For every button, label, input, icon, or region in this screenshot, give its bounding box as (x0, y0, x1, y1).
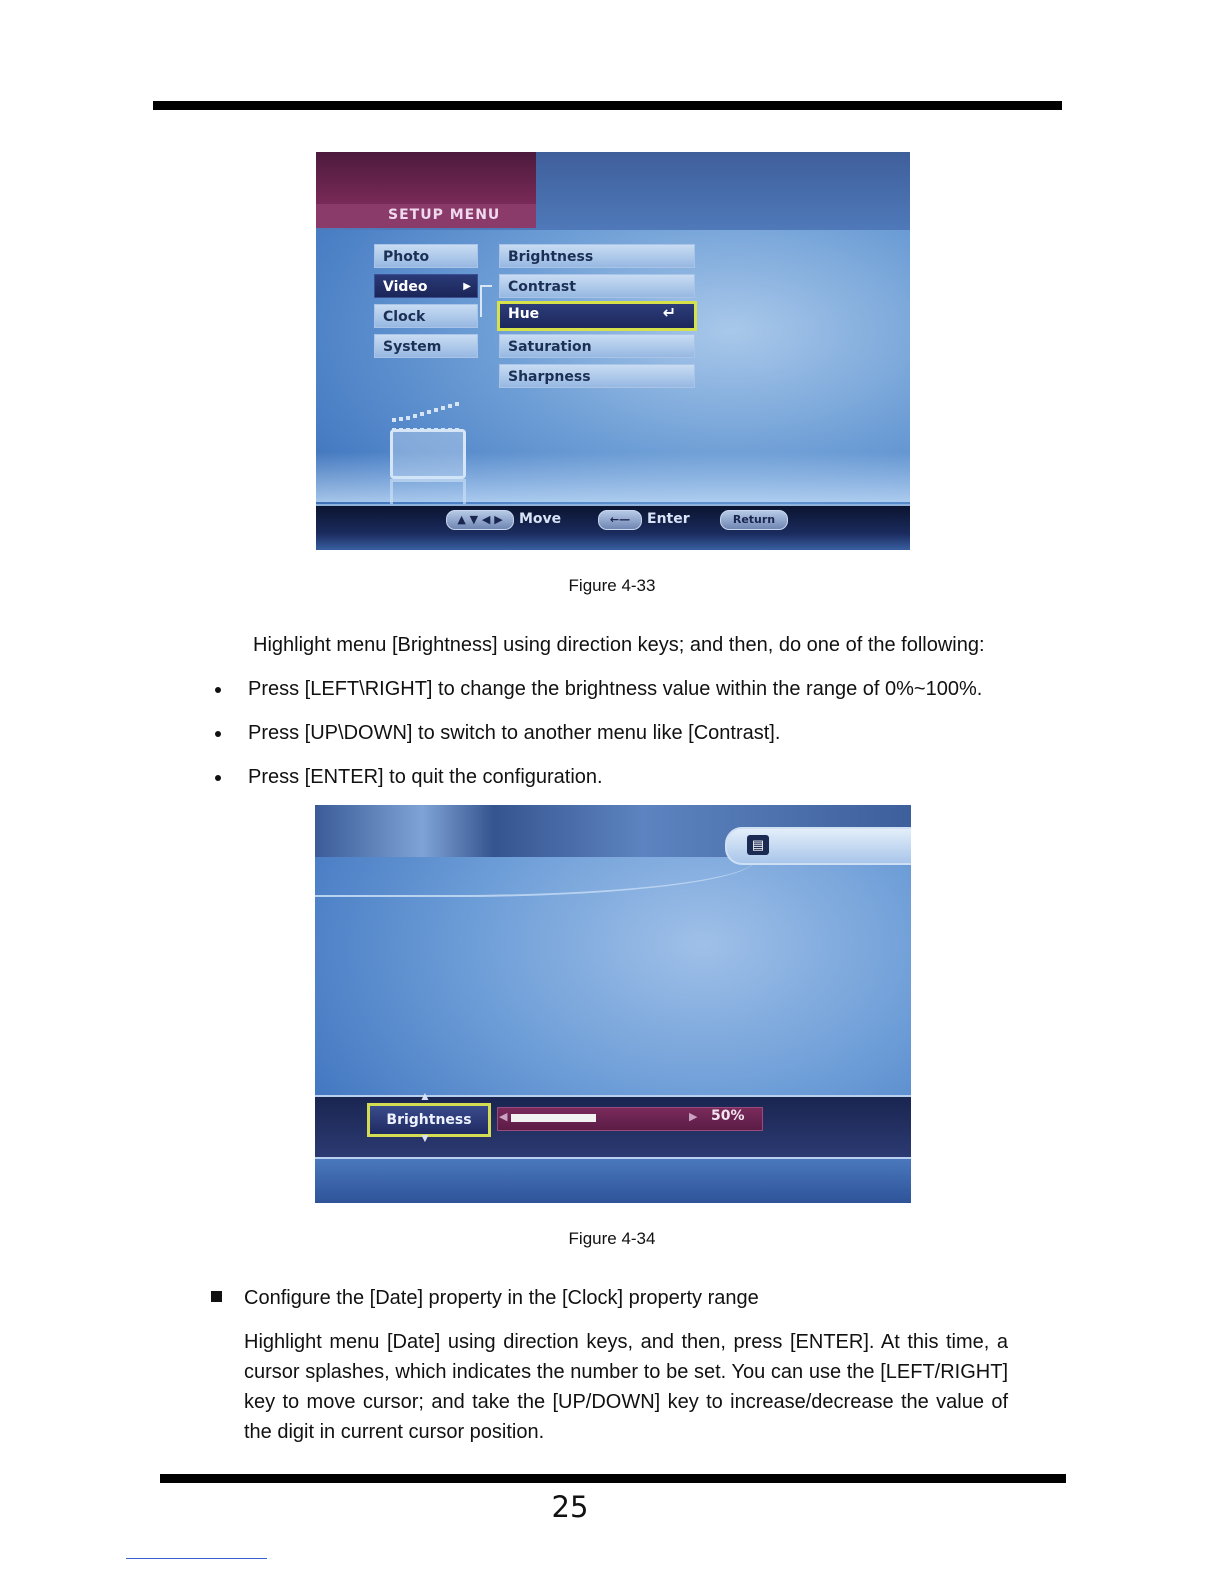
footnote-separator (126, 1558, 267, 1559)
up-arrow-icon: ▲ (419, 1089, 431, 1103)
submenu-hue[interactable] (497, 301, 697, 331)
bullet-dot (215, 687, 221, 693)
left-menu-photo[interactable] (374, 244, 478, 268)
slider-right-arrow-icon: ▶ (689, 1111, 698, 1123)
bullet-dot (215, 775, 221, 781)
enter-hint: Enter (647, 511, 690, 527)
section-body: Highlight menu [Date] using direction keys, and then, press [ENTER]. At this time, a cursor splashes, which indicates the number to be set. You can use the [LEFT/RIGHT] key to move cursor; and take the [UP/DOWN] key to increase/decrease the value of the digit in current cursor position. (244, 1331, 1008, 1443)
bullet-dot (215, 731, 221, 737)
figure-brightness-adjust-screenshot (315, 805, 911, 1203)
file-icon: ▤ (747, 835, 769, 855)
figure-setup-menu-screenshot (316, 152, 910, 550)
move-hint: Move (519, 511, 562, 527)
submenu-saturation[interactable] (499, 334, 695, 358)
submenu-sharpness-label: Sharpness (508, 369, 591, 385)
bottom-rule (160, 1474, 1066, 1483)
figure-4-33-caption: Figure 4-33 (568, 576, 656, 595)
submenu-contrast-label: Contrast (508, 279, 576, 295)
submenu-hue-label: Hue (508, 306, 540, 322)
submenu-brightness-label: Brightness (508, 249, 594, 265)
down-arrow-icon: ▼ (419, 1131, 431, 1145)
floor-glow (316, 452, 910, 502)
left-menu-video-label: Video (383, 279, 428, 295)
submenu-connector-line (480, 285, 492, 317)
enter-key-icon: ←— (598, 510, 642, 530)
return-button[interactable]: Return (720, 510, 788, 530)
submenu-contrast[interactable] (499, 274, 695, 298)
left-menu-clock[interactable] (374, 304, 478, 328)
brightness-value: 50% (711, 1108, 745, 1124)
section-bullet-square (211, 1291, 222, 1302)
left-menu-system-label: System (383, 339, 442, 355)
submenu-saturation-label: Saturation (508, 339, 592, 355)
decorative-curve (315, 835, 755, 897)
bullet-left-right: Press [LEFT\RIGHT] to change the brightness value within the range of 0%~100%. (248, 678, 983, 700)
left-menu-video[interactable] (374, 274, 478, 298)
left-menu-clock-label: Clock (383, 309, 426, 325)
intro-paragraph: Highlight menu [Brightness] using direction keys; and then, do one of the following: (253, 634, 985, 656)
page-number: 25 (551, 1490, 589, 1524)
brightness-slider-fill (511, 1114, 596, 1122)
section-heading: Configure the [Date] property in the [Clock] property range (244, 1287, 759, 1309)
slider-left-arrow-icon: ◀ (499, 1111, 508, 1123)
enter-icon: ↵ (662, 303, 676, 322)
bullet-up-down: Press [UP\DOWN] to switch to another menu like [Contrast]. (248, 722, 781, 744)
left-menu-system[interactable] (374, 334, 478, 358)
submenu-sharpness[interactable] (499, 364, 695, 388)
left-menu-photo-label: Photo (383, 249, 430, 265)
screen-footer-background (315, 1159, 911, 1203)
top-rule (153, 101, 1062, 110)
figure-4-34-caption: Figure 4-34 (568, 1229, 656, 1248)
arrow-keys-icon: ▲ ▼ ◀ ▶ (446, 510, 514, 530)
chevron-right-icon: ▶ (463, 281, 471, 292)
bullet-enter: Press [ENTER] to quit the configuration. (248, 766, 603, 788)
brightness-setting-label[interactable]: Brightness (367, 1103, 491, 1137)
setup-menu-title: SETUP MENU (388, 207, 501, 223)
submenu-brightness[interactable] (499, 244, 695, 268)
